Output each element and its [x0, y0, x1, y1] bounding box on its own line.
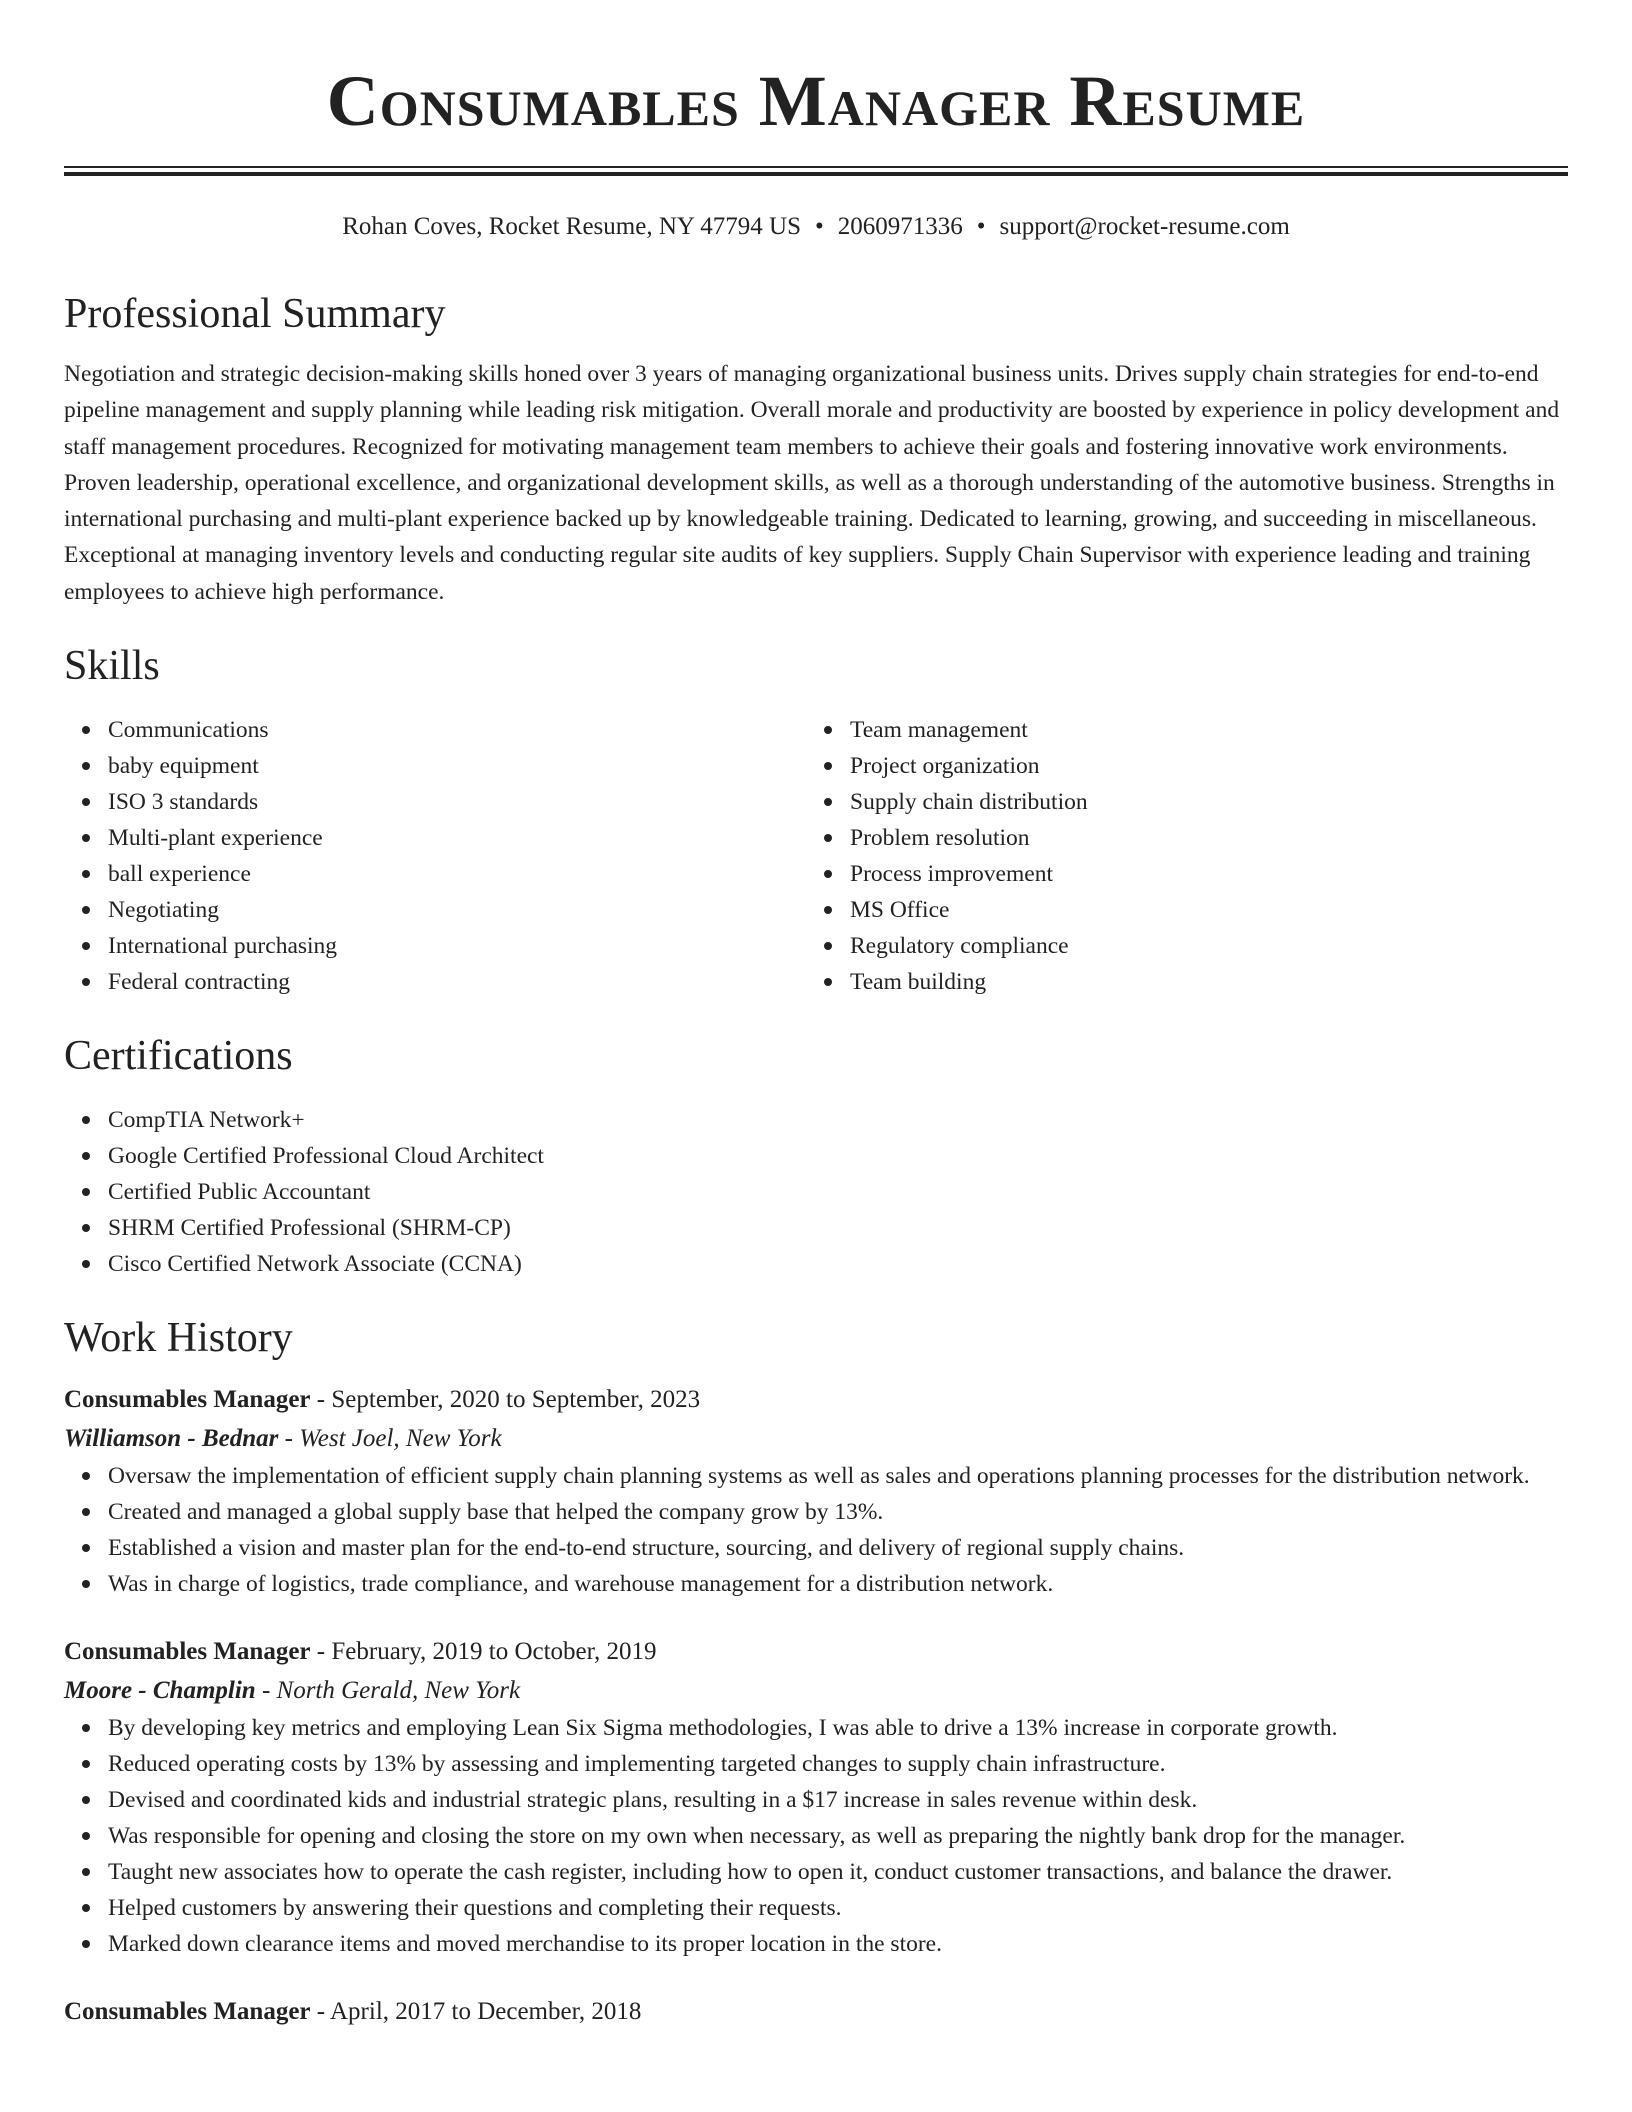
skill-item: Supply chain distribution [850, 784, 1548, 820]
skill-item: Negotiating [108, 892, 806, 928]
skill-item: Regulatory compliance [850, 928, 1548, 964]
job-entry [64, 1632, 1568, 1962]
contact-email: support@rocket-resume.com [999, 213, 1290, 240]
skill-item: Communications [108, 712, 806, 748]
contact-phone: 2060971336 [837, 213, 963, 240]
certification-item: Certified Public Accountant [108, 1174, 1568, 1210]
skills-heading: Skills [64, 643, 160, 690]
job-dates: - September, 2020 to September, 2023 [310, 1386, 701, 1414]
job-bullet: Taught new associates how to operate the cash register, including how to open it, conduct customer transactions, and balance the drawer. [108, 1854, 1568, 1890]
skills-grid [64, 712, 1568, 1000]
job-bullet: Oversaw the implementation of efficient supply chain planning systems as well as sales and operations planning processes for the distribution network. [108, 1458, 1568, 1494]
job-title-line [64, 1380, 1568, 1420]
job-bullet: Helped customers by answering their questions and completing their requests. [108, 1890, 1568, 1926]
certification-item: Cisco Certified Network Associate (CCNA) [108, 1246, 1568, 1282]
skill-item: Team management [850, 712, 1548, 748]
certification-item: Google Certified Professional Cloud Architect [108, 1138, 1568, 1174]
skills-column-left [64, 712, 806, 1000]
summary-text: Negotiation and strategic decision-making skills honed over 3 years of managing organizational business units. Drives supply chain strategies for end-to-end pipeline management and supply planning while leading risk mitigation. Overall morale and productivity are boosted by experience in policy development and staff management procedures. Recognized for motivating management team members to achieve their goals and fostering innovative work environments. Proven leadership, operational excellence, and organizational development skills, as well as a thorough understanding of the automotive business. Strengths in international purchasing and multi-plant experience backed up by knowledgeable training. Dedicated to learning, growing, and succeeding in miscellaneous. Exceptional at managing inventory levels and conducting regular site audits of key suppliers. Supply Chain Supervisor with experience leading and training employees to achieve high performance. [64, 361, 1560, 605]
job-title-line [64, 1992, 1568, 2032]
certifications-list [64, 1102, 1568, 1282]
job-bullet: Was responsible for opening and closing the store on my own when necessary, as well as preparing the nightly bank drop for the manager. [108, 1818, 1568, 1854]
title-divider [64, 166, 1568, 176]
skill-item: MS Office [850, 892, 1548, 928]
skill-item: Process improvement [850, 856, 1548, 892]
work-history-heading: Work History [64, 1315, 293, 1362]
summary-heading: Professional Summary [64, 291, 446, 337]
job-bullet: Established a vision and master plan for the end-to-end structure, sourcing, and delivery of regional supply chains. [108, 1530, 1568, 1566]
job-bullet: Marked down clearance items and moved merchandise to its proper location in the store. [108, 1926, 1568, 1962]
job-title: Consumables Manager [64, 1386, 311, 1414]
contact-line [64, 210, 1568, 244]
skills-list-left [64, 712, 806, 1000]
job-bullet: Created and managed a global supply base that helped the company grow by 13%. [108, 1494, 1568, 1530]
certification-item: CompTIA Network+ [108, 1102, 1568, 1138]
job-bullets [64, 1710, 1568, 1962]
skill-item: Multi-plant experience [108, 820, 806, 856]
certifications-block [64, 1102, 1568, 1282]
certifications-heading: Certifications [64, 1033, 293, 1080]
job-company: Moore - Champlin [64, 1677, 256, 1705]
job-bullet: Reduced operating costs by 13% by assessing and implementing targeted changes to supply chain infrastructure. [108, 1746, 1568, 1782]
skill-item: Project organization [850, 748, 1548, 784]
job-bullets [64, 1458, 1568, 1602]
job-bullet: By developing key metrics and employing Lean Six Sigma methodologies, I was able to drive a 13% increase in corporate growth. [108, 1710, 1568, 1746]
job-location: - West Joel, New York [278, 1425, 502, 1453]
work-history-list [64, 1380, 1568, 2032]
resume-page [64, 0, 1568, 2032]
certification-item: SHRM Certified Professional (SHRM-CP) [108, 1210, 1568, 1246]
job-bullet: Devised and coordinated kids and industrial strategic plans, resulting in a $17 increase in sales revenue within desk. [108, 1782, 1568, 1818]
skill-item: Problem resolution [850, 820, 1548, 856]
skills-column-right [806, 712, 1548, 1000]
contact-separator: • [814, 213, 824, 240]
job-dates: - February, 2019 to October, 2019 [310, 1638, 657, 1666]
job-company-line [64, 1420, 1568, 1458]
skills-list-right [806, 712, 1548, 1000]
job-bullet: Was in charge of logistics, trade compliance, and warehouse management for a distribution network. [108, 1566, 1568, 1602]
job-entry [64, 1992, 1568, 2032]
job-title-line [64, 1632, 1568, 1672]
skill-item: International purchasing [108, 928, 806, 964]
skill-item: Team building [850, 964, 1548, 1000]
job-dates: - April, 2017 to December, 2018 [310, 1998, 642, 2026]
job-location: - North Gerald, New York [255, 1677, 521, 1705]
job-company-line [64, 1672, 1568, 1710]
contact-address: Rohan Coves, Rocket Resume, NY 47794 US [342, 213, 801, 240]
contact-separator: • [976, 213, 986, 240]
skill-item: ball experience [108, 856, 806, 892]
job-company: Williamson - Bednar [64, 1425, 279, 1453]
skill-item: baby equipment [108, 748, 806, 784]
job-title: Consumables Manager [64, 1998, 311, 2026]
skill-item: Federal contracting [108, 964, 806, 1000]
job-title: Consumables Manager [64, 1638, 311, 1666]
page-title: Consumables Manager Resume [326, 61, 1306, 141]
skill-item: ISO 3 standards [108, 784, 806, 820]
job-entry [64, 1380, 1568, 1602]
